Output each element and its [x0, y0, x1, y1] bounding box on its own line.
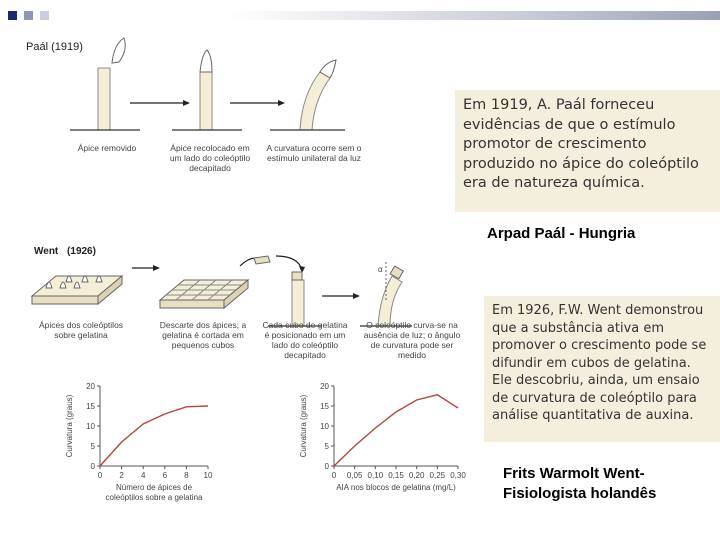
- chart-0-series-line: [100, 406, 208, 466]
- went-caption-line-2: Fisiologista holandês: [503, 485, 657, 502]
- chart-0-xtick-label: 6: [162, 471, 168, 480]
- chart-1-xtick-label: 0,20: [408, 471, 425, 480]
- went-label-3: Cada cubo de gelatina é posicionado em um lado do coleóptilo decapitado: [262, 320, 348, 360]
- chart-1-series-line: [334, 395, 458, 466]
- chart-1-xtick-label: 0: [331, 471, 337, 480]
- went-text: Em 1926, F.W. Went demonstrou que a substância ativa em promover o crescimento pode se difundir em cubos de gelatina. Ele descobriu, ainda, um ensaio de curvatura de coleóptilo para análise quantitativa de auxina.: [492, 303, 707, 423]
- chart-1-ytick-label: 0: [324, 462, 329, 471]
- went-label-1: Ápices dos coleóptilos sobre gelatina: [38, 320, 124, 340]
- chart-0-xtick-label: 2: [119, 471, 124, 480]
- chart-1-ytick-label: 10: [320, 422, 329, 431]
- chart-0-xlabel: Número de ápices de coleóptilos sobre a gelatina: [105, 483, 203, 502]
- chart-0-xtick-label: 4: [140, 471, 146, 480]
- chart-1-xtick-label: 0,30: [450, 471, 466, 480]
- chart-0-xtick-label: 10: [203, 471, 213, 480]
- chart-0-ytick-label: 5: [90, 442, 95, 451]
- chart-1-xtick-label: 0,05: [346, 471, 363, 480]
- paal-label-1: Ápice removido: [77, 143, 137, 153]
- paal-text: Em 1919, A. Paál forneceu evidências de que o estímulo promotor de crescimento produzido no ápice do coleóptilo era de natureza química.: [463, 97, 699, 191]
- paal-caption: Arpad Paál - Hungria: [487, 225, 636, 242]
- chart-0-xtick-label: 8: [184, 471, 189, 480]
- chart-1-ylabel: Curvatura (graus): [299, 394, 308, 458]
- chart-1-ytick-label: 20: [320, 382, 329, 391]
- went-label-2: Descarte dos ápices; a gelatina é cortada em pequenos cubos: [159, 320, 247, 350]
- chart-1-ytick-label: 15: [320, 402, 329, 411]
- angle-symbol: α: [378, 265, 383, 274]
- chart-1-xtick-label: 0,25: [429, 471, 446, 480]
- paal-label-2: Ápice recolocado em um lado do coleóptilo decapitado: [169, 143, 251, 173]
- paal-title: Paál (1919): [26, 41, 83, 53]
- chart-0-ytick-label: 0: [90, 462, 95, 471]
- chart-0-ytick-label: 15: [86, 402, 95, 411]
- chart-0-xtick-label: 0: [97, 471, 103, 480]
- chart-0-ytick-label: 20: [86, 382, 95, 391]
- chart-0-ylabel: Curvatura (graus): [65, 394, 74, 458]
- went-caption-line-1: Frits Warmolt Went-: [503, 465, 645, 482]
- paal-label-3: A curvatura ocorre sem o estímulo unilateral da luz: [266, 143, 362, 163]
- went-label-4: O coleóptilo curva-se na ausência de luz; o ângulo de curvatura pode ser medido: [363, 320, 461, 360]
- went-title-name: Went: [34, 246, 59, 257]
- chart-0-ytick-label: 10: [86, 422, 95, 431]
- went-text-box: [484, 296, 720, 442]
- went-title-year: (1926): [67, 246, 96, 257]
- chart-1-ytick-label: 5: [324, 442, 329, 451]
- chart-1-xtick-label: 0,15: [388, 471, 404, 480]
- chart-1-xlabel: AIA nos blocos de gelatina (mg/L): [336, 483, 456, 492]
- chart-1-xtick-label: 0,10: [367, 471, 384, 480]
